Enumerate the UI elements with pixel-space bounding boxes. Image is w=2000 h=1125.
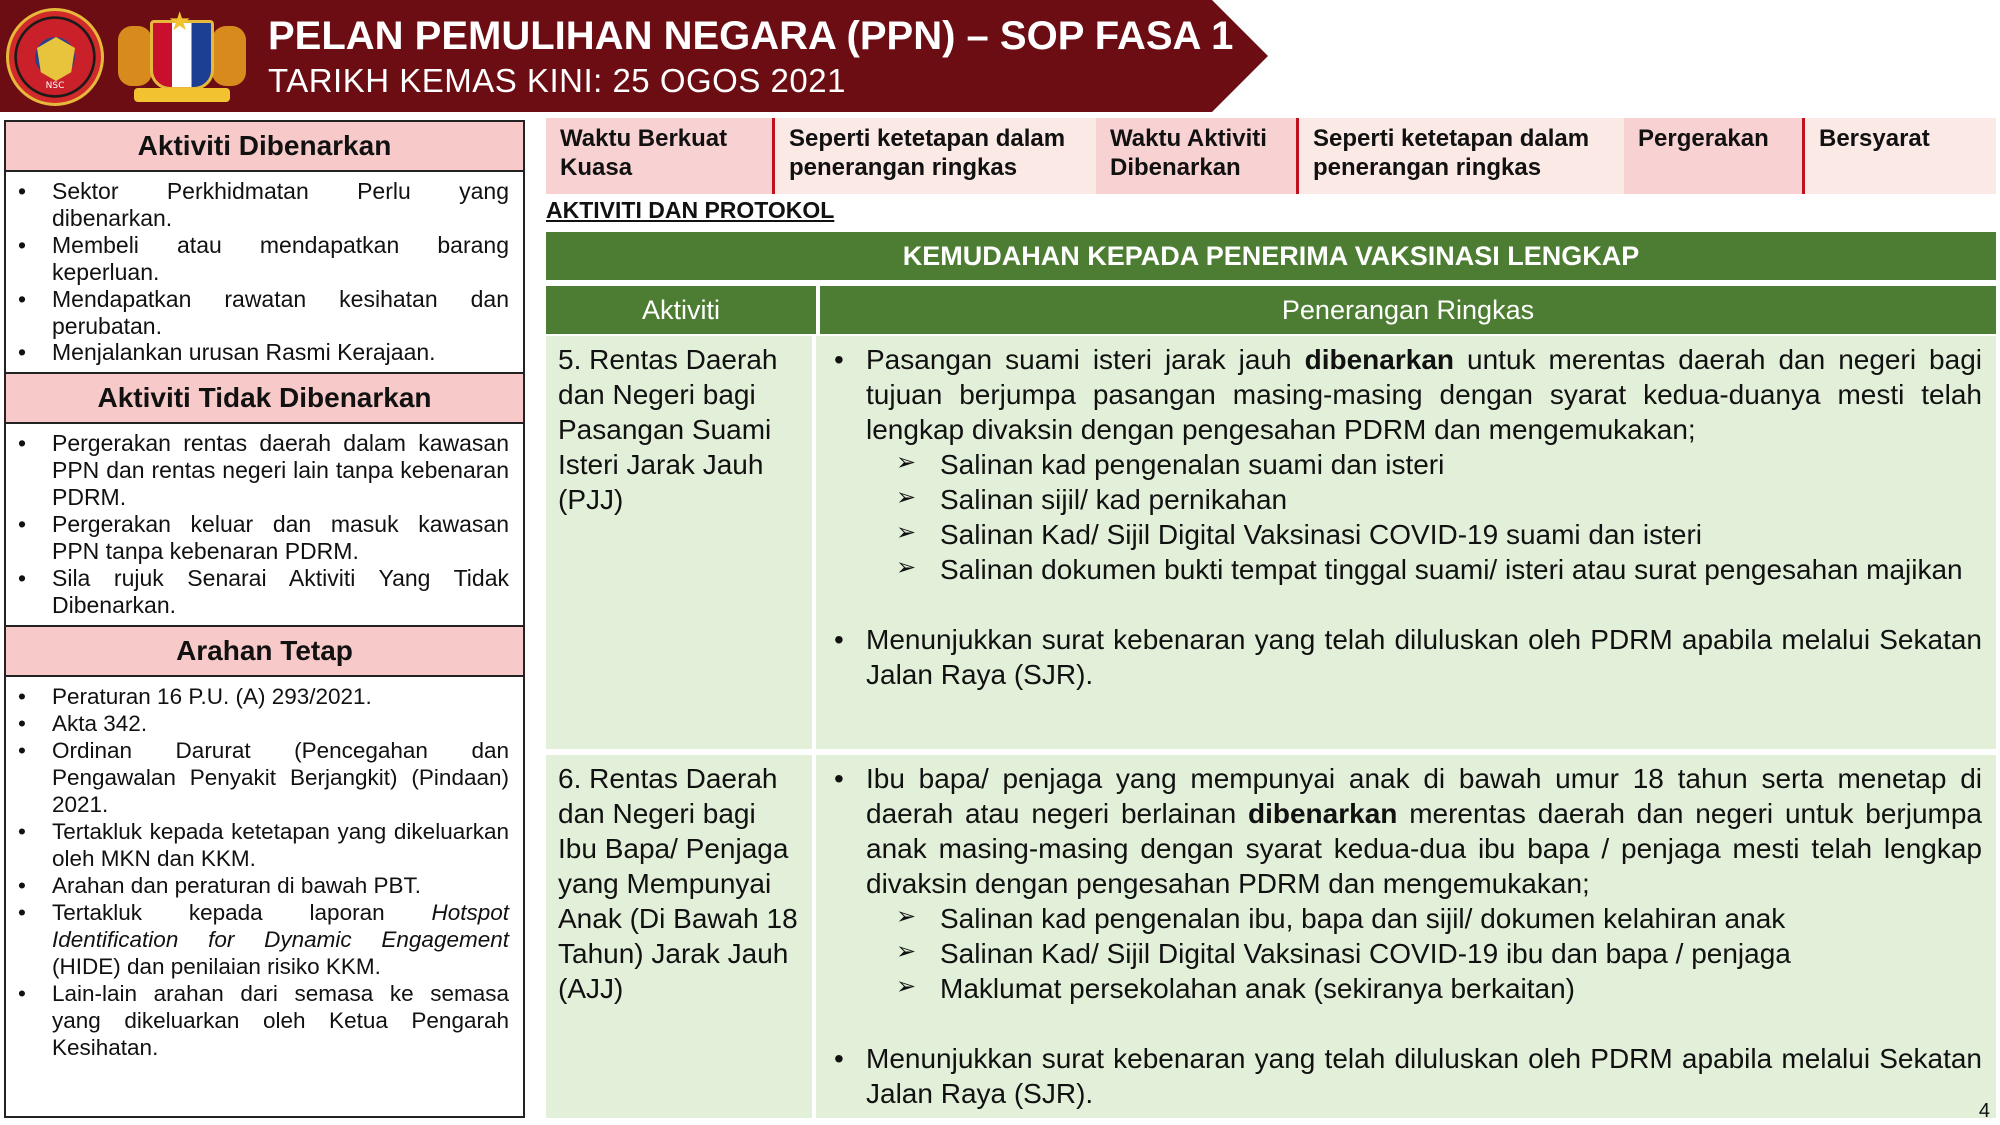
description-cell	[820, 755, 1996, 1118]
list-item: • Akta 342.	[18, 710, 509, 737]
sub-list-item: ➢ Salinan sijil/ kad pernikahan	[896, 482, 1982, 517]
description-paragraph: • Pasangan suami isteri jarak jauh dibenarkan untuk merentas daerah dan negeri bagi tujuan berjumpa pasangan masing-masing dengan syarat kedua-duanya mesti telah lengkap divaksin dengan pengesahan PDRM dan mengemukakan;	[834, 342, 1982, 447]
page-title: PELAN PEMULIHAN NEGARA (PPN) – SOP FASA 1	[268, 14, 1234, 58]
sub-list-item: ➢ Salinan dokumen bukti tempat tinggal suami/ isteri atau surat pengesahan majikan	[896, 552, 1982, 587]
table-title: KEMUDAHAN KEPADA PENERIMA VAKSINASI LENGKAP	[546, 232, 1996, 280]
sub-list-item: ➢ Maklumat persekolahan anak (sekiranya berkaitan)	[896, 971, 1982, 1006]
list-item: • Mendapatkan rawatan kesihatan dan perubatan.	[18, 286, 509, 340]
description-cell	[820, 336, 1996, 749]
list-item: • Sila rujuk Senarai Aktiviti Yang Tidak Dibenarkan.	[18, 565, 509, 619]
waktu-berkuat-kuasa-value: Seperti ketetapan dalam penerangan ringkas	[772, 118, 1096, 194]
list-item: • Pergerakan rentas daerah dalam kawasan PPN dan rentas negeri lain tanpa kebenaran PDRM.	[18, 430, 509, 511]
allowed-title: Aktiviti Dibenarkan	[6, 122, 523, 172]
allowed-section	[6, 122, 523, 374]
table-row	[546, 336, 1996, 752]
list-item: • Arahan dan peraturan di bawah PBT.	[18, 872, 509, 899]
list-item: • Tertakluk kepada laporan Hotspot Identification for Dynamic Engagement (HIDE) dan penilaian risiko KKM.	[18, 899, 509, 980]
not-allowed-title: Aktiviti Tidak Dibenarkan	[6, 374, 523, 424]
standing-orders-section	[6, 627, 523, 1067]
description-paragraph: • Menunjukkan surat kebenaran yang telah diluluskan oleh PDRM apabila melalui Sekatan Jalan Raya (SJR).	[834, 1041, 1982, 1111]
section-label: AKTIVITI DAN PROTOKOL	[546, 197, 835, 223]
description-paragraph: • Ibu bapa/ penjaga yang mempunyai anak di bawah umur 18 tahun serta menetap di daerah atau negeri berlainan dibenarkan merentas daerah dan negeri untuk berjumpa anak masing-masing dengan syarat kedua-dua ibu bapa / penjaga mesti telah lengkap divaksin dengan pengesahan PDRM dan mengemukakan;	[834, 761, 1982, 901]
waktu-aktiviti-value: Seperti ketetapan dalam penerangan ringkas	[1296, 118, 1624, 194]
list-item: • Peraturan 16 P.U. (A) 293/2021.	[18, 683, 509, 710]
sub-list-item: ➢ Salinan kad pengenalan suami dan isteri	[896, 447, 1982, 482]
description-paragraph: • Menunjukkan surat kebenaran yang telah diluluskan oleh PDRM apabila melalui Sekatan Jalan Raya (SJR).	[834, 622, 1982, 692]
list-item: • Membeli atau mendapatkan barang keperluan.	[18, 232, 509, 286]
list-item: • Tertakluk kepada ketetapan yang dikeluarkan oleh MKN dan KKM.	[18, 818, 509, 872]
column-header-activity: Aktiviti	[546, 286, 816, 334]
sub-list-item: ➢ Salinan Kad/ Sijil Digital Vaksinasi COVID-19 suami dan isteri	[896, 517, 1982, 552]
coat-of-arms-icon: ★	[112, 8, 252, 106]
column-header-description: Penerangan Ringkas	[820, 286, 1996, 334]
page-subtitle: TARIKH KEMAS KINI: 25 OGOS 2021	[268, 62, 846, 99]
list-item: • Lain-lain arahan dari semasa ke semasa yang dikeluarkan oleh Ketua Pengarah Kesihatan.	[18, 980, 509, 1061]
waktu-berkuat-kuasa-label: Waktu Berkuat Kuasa	[546, 118, 772, 194]
info-bar	[546, 118, 1996, 194]
pergerakan-label: Pergerakan	[1624, 118, 1802, 194]
standing-orders-title: Arahan Tetap	[6, 627, 523, 677]
list-item: • Ordinan Darurat (Pencegahan dan Pengawalan Penyakit Berjangkit) (Pindaan) 2021.	[18, 737, 509, 818]
pergerakan-value: Bersyarat	[1802, 118, 1996, 194]
activity-cell: 5. Rentas Daerah dan Negeri bagi Pasangan Suami Isteri Jarak Jauh (PJJ)	[546, 336, 816, 749]
nsc-logo-icon: NSC	[6, 8, 104, 106]
waktu-aktiviti-label: Waktu Aktiviti Dibenarkan	[1096, 118, 1296, 194]
list-item: • Menjalankan urusan Rasmi Kerajaan.	[18, 339, 509, 366]
sub-list-item: ➢ Salinan kad pengenalan ibu, bapa dan sijil/ dokumen kelahiran anak	[896, 901, 1982, 936]
sub-list-item: ➢ Salinan Kad/ Sijil Digital Vaksinasi COVID-19 ibu dan bapa / penjaga	[896, 936, 1982, 971]
page-number: 4	[1978, 1100, 1990, 1122]
left-panel	[4, 120, 525, 1118]
list-item: • Pergerakan keluar dan masuk kawasan PPN tanpa kebenaran PDRM.	[18, 511, 509, 565]
activity-cell: 6. Rentas Daerah dan Negeri bagi Ibu Bapa/ Penjaga yang Mempunyai Anak (Di Bawah 18 Tahun) Jarak Jauh (AJJ)	[546, 755, 816, 1118]
table-row	[546, 755, 1996, 1118]
list-item: • Sektor Perkhidmatan Perlu yang dibenarkan.	[18, 178, 509, 232]
not-allowed-section	[6, 374, 523, 626]
